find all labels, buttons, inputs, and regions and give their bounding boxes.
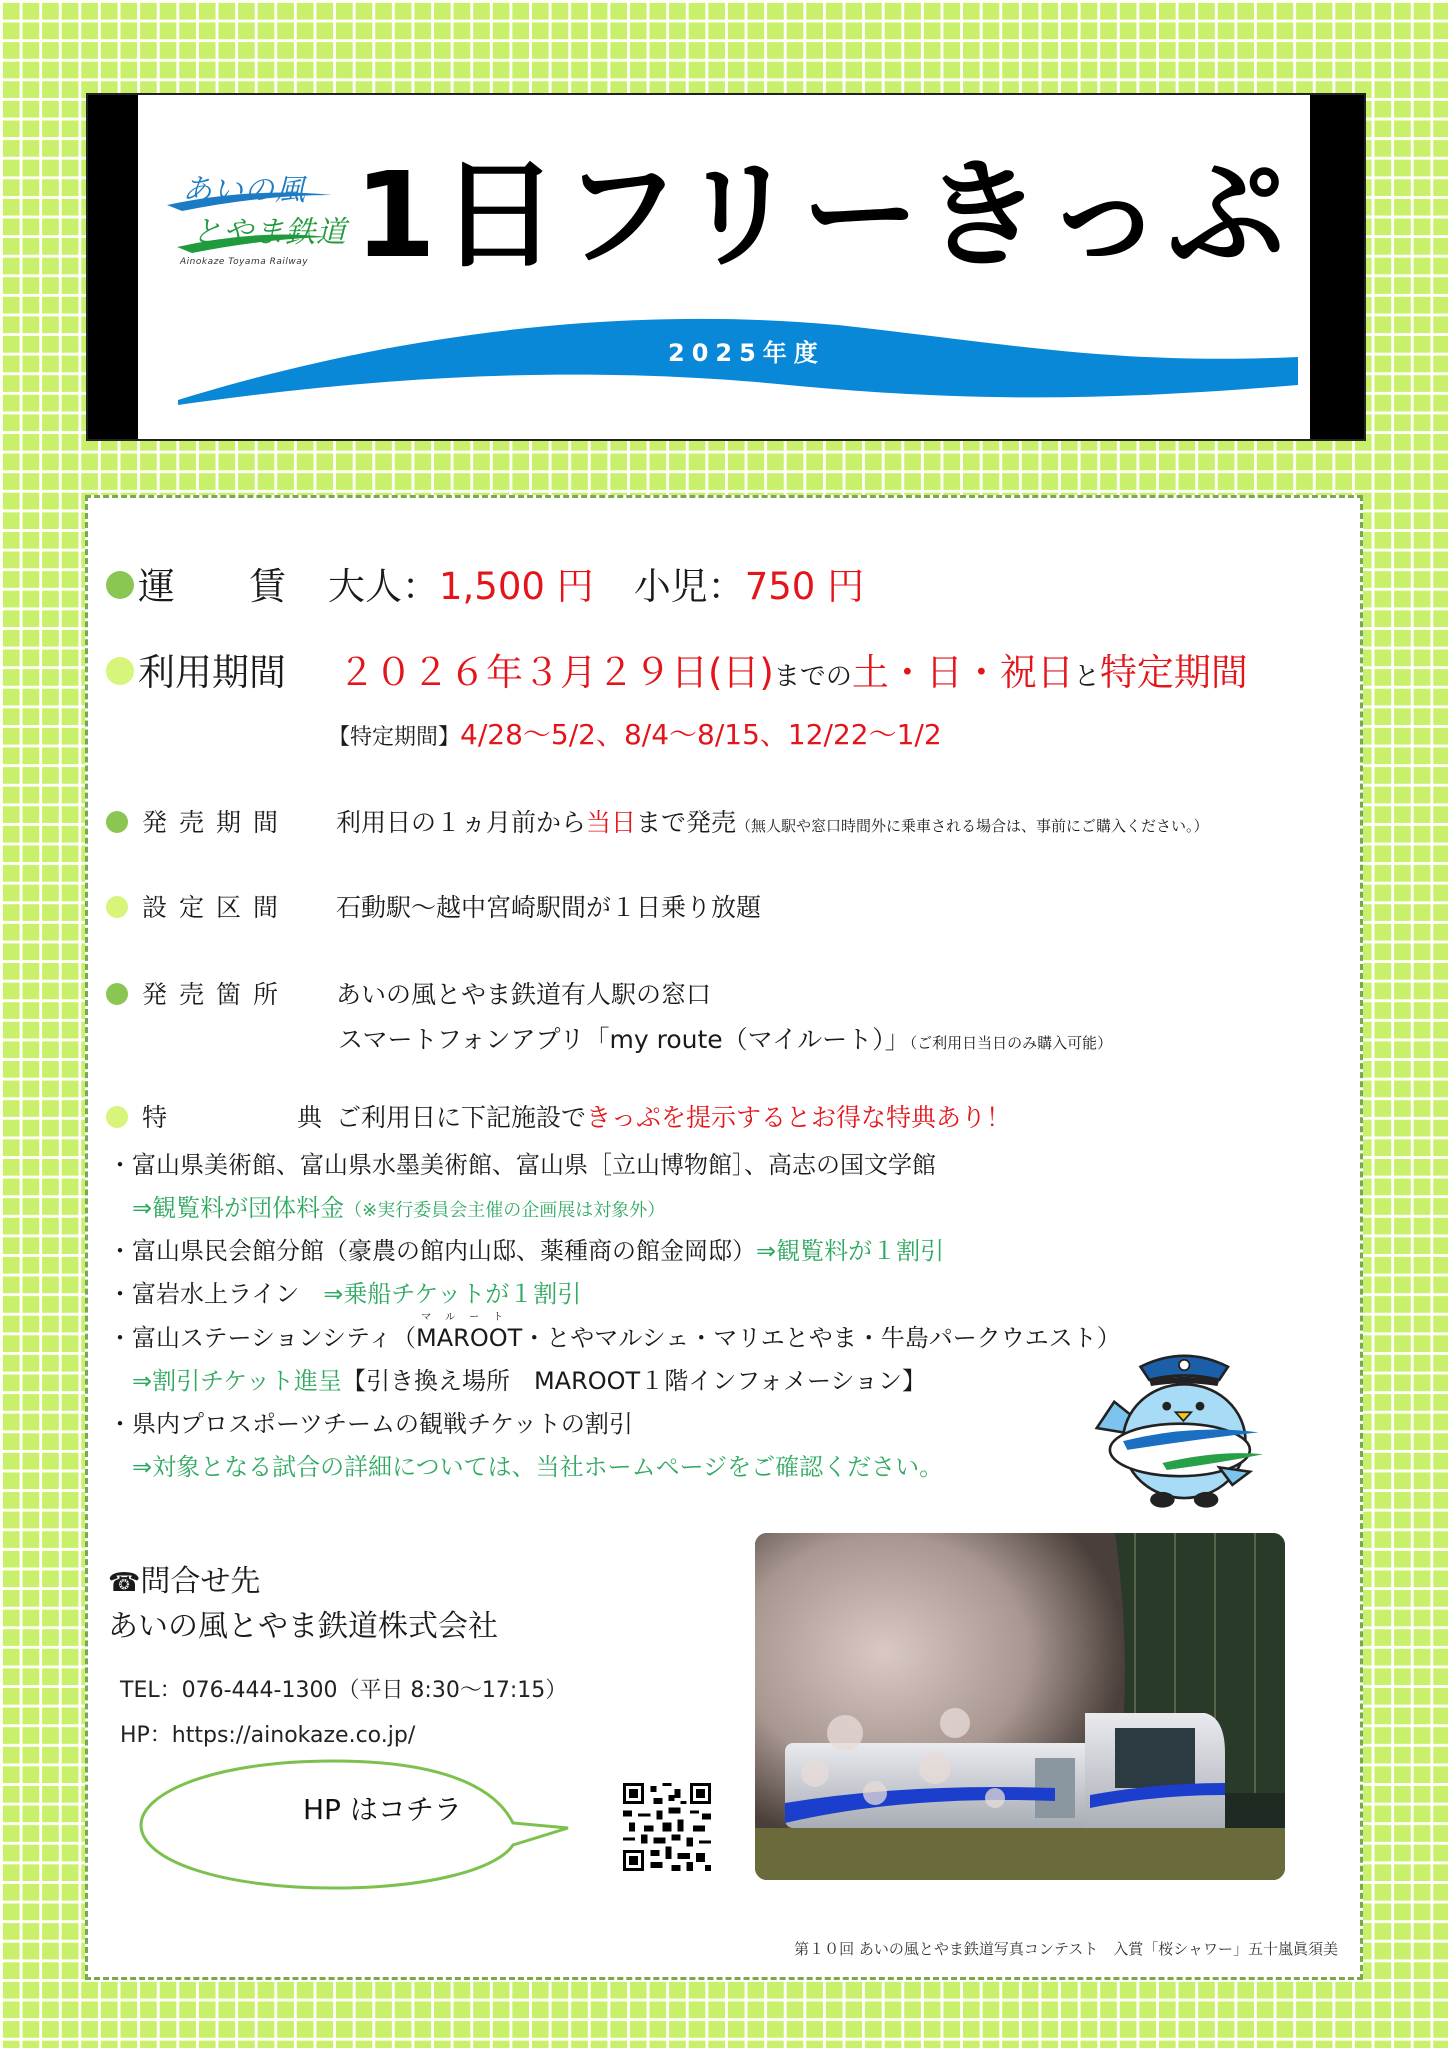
photo-caption: 第１０回 あいの風とやま鉄道写真コンテスト 入賞「桜シャワー」五十嵐眞須美 <box>794 1940 1338 1958</box>
contest-photo <box>755 1533 1285 1880</box>
benefit-item-kenminkaikan <box>108 1231 944 1266</box>
section-text: 石動駅～越中宮崎駅間が１日乗り放題 <box>336 893 762 922</box>
benefits-label-a: 特 <box>142 1103 168 1132</box>
bullet-dot-icon <box>106 983 128 1005</box>
fare-row <box>106 556 864 610</box>
period-and: と <box>1073 662 1100 692</box>
bullet-dot-icon <box>106 657 134 685</box>
section-row <box>106 888 761 924</box>
qr-code-icon[interactable] <box>623 1783 711 1871</box>
train-photo-image <box>755 1533 1285 1880</box>
bullet-dot-icon <box>106 1106 128 1128</box>
sales-period-row <box>106 803 1209 839</box>
benefit-text: ⇒乗船チケットが１割引 <box>323 1280 582 1308</box>
adult-label: 大人： <box>328 565 439 608</box>
benefit-item-sports: ・県内プロスポーツチームの観戦チケットの割引 <box>108 1410 633 1438</box>
sales-place-line1: あいの風とやま鉄道有人駅の窓口 <box>336 980 712 1009</box>
logo-text-line2: とやま鉄道 <box>192 215 347 250</box>
benefit-item-station-city <box>108 1312 1121 1353</box>
benefits-label-b: 典 <box>297 1103 323 1132</box>
section-label: 設定区間 <box>142 893 291 922</box>
logo-subtitle: Ainokaze Toyama Railway <box>180 257 309 267</box>
child-label: 小児： <box>633 565 745 608</box>
benefits-intro-highlight: きっぷを提示するとお得な特典あり！ <box>586 1103 1012 1132</box>
bullet-dot-icon <box>106 896 128 918</box>
mascot-illustration <box>1088 1333 1298 1523</box>
benefit-name-prefix: ・富山ステーションシティ（ <box>108 1324 417 1352</box>
info-panel <box>85 495 1363 1980</box>
benefit-item-station-city-detail <box>132 1361 926 1396</box>
maroot-ruby: マルート <box>421 1312 518 1323</box>
header-banner <box>86 93 1366 441</box>
period-label: 利用期間 <box>138 651 286 694</box>
fiscal-year: 2025年度 <box>668 339 825 367</box>
sales-period-label: 発売期間 <box>142 808 291 837</box>
period-special: 特定期間 <box>1099 651 1248 694</box>
special-period-dates: 4/28～5/2、8/4～8/15、12/22～1/2 <box>460 718 942 751</box>
special-period-row <box>328 713 942 753</box>
sales-place-note: （ご利用日当日のみ購入可能） <box>909 1034 1113 1052</box>
child-price: 750 円 <box>744 565 865 608</box>
benefit-item-museums-detail <box>132 1188 665 1223</box>
sales-period-text-after: まで発売 <box>636 808 737 837</box>
benefits-intro: ご利用日に下記施設で <box>336 1103 587 1132</box>
logo-text-line1: あいの風 <box>182 173 306 208</box>
page-title: 1日フリーきっぷ <box>354 146 1290 284</box>
hp-link-label[interactable]: HP はコチラ <box>303 1793 462 1826</box>
benefit-item-museums: ・富山県美術館、富山県水墨美術館、富山県［立山博物館］、高志の国文学館 <box>108 1151 936 1179</box>
bullet-dot-icon <box>106 571 134 599</box>
contact-tel: TEL：076-444-1300（平日 8:30～17:15） <box>120 1678 568 1703</box>
benefit-text: ⇒観覧料が１割引 <box>756 1237 945 1265</box>
benefit-exchange-place: 【引き換え場所 MAROOT１階インフォメーション】 <box>341 1367 927 1395</box>
company-name: あいの風とやま鉄道株式会社 <box>108 1609 498 1644</box>
benefit-item-fugan-line <box>108 1274 581 1309</box>
phone-icon: ☎ <box>108 1568 141 1598</box>
benefit-name: ・富山県民会館分館（豪農の館内山邸、薬種商の館金岡邸） <box>108 1237 756 1265</box>
adult-price: 1,500 円 <box>439 565 594 608</box>
period-row <box>106 642 1248 696</box>
sales-place-line2: スマートフォンアプリ「my route（マイルート）」 <box>338 1025 910 1054</box>
sales-place-row-2 <box>338 1020 1112 1056</box>
sales-place-label: 発売箇所 <box>142 980 291 1009</box>
benefits-row <box>106 1098 1011 1134</box>
period-date: ２０２６年３月２９日(日) <box>338 651 774 694</box>
contact-hp[interactable]: HP：https://ainokaze.co.jp/ <box>120 1723 416 1748</box>
period-until: までの <box>773 662 852 692</box>
sales-period-highlight: 当日 <box>586 808 637 837</box>
sales-place-row <box>106 975 711 1011</box>
benefit-name: ・富岩水上ライン <box>108 1280 324 1308</box>
company-logo <box>162 165 362 275</box>
period-days: 土・日・祝日 <box>851 651 1074 694</box>
bullet-dot-icon <box>106 811 128 833</box>
benefit-item-sports-detail: ⇒対象となる試合の詳細については、当社ホームページをご確認ください。 <box>132 1453 944 1481</box>
banner-inner <box>138 95 1310 439</box>
maroot-text: MAROOT <box>416 1324 523 1352</box>
benefit-note: （※実行委員会主催の企画展は対象外） <box>344 1200 666 1221</box>
special-period-label: 【特定期間】 <box>328 725 461 750</box>
sales-period-text: 利用日の１ヵ月前から <box>336 808 587 837</box>
benefit-text: ⇒割引チケット進呈 <box>132 1367 342 1395</box>
contact-heading <box>108 1556 260 1600</box>
contact-title: 問合せ先 <box>140 1564 261 1599</box>
benefit-name-suffix: ・とやマルシェ・マリエとやま・牛島パークウエスト） <box>522 1324 1121 1352</box>
sales-period-note: （無人駅や窓口時間外に乗車される場合は、事前にご購入ください。） <box>736 817 1209 835</box>
benefit-text: ⇒観覧料が団体料金 <box>132 1194 345 1222</box>
fare-label: 運 賃 <box>138 565 286 608</box>
